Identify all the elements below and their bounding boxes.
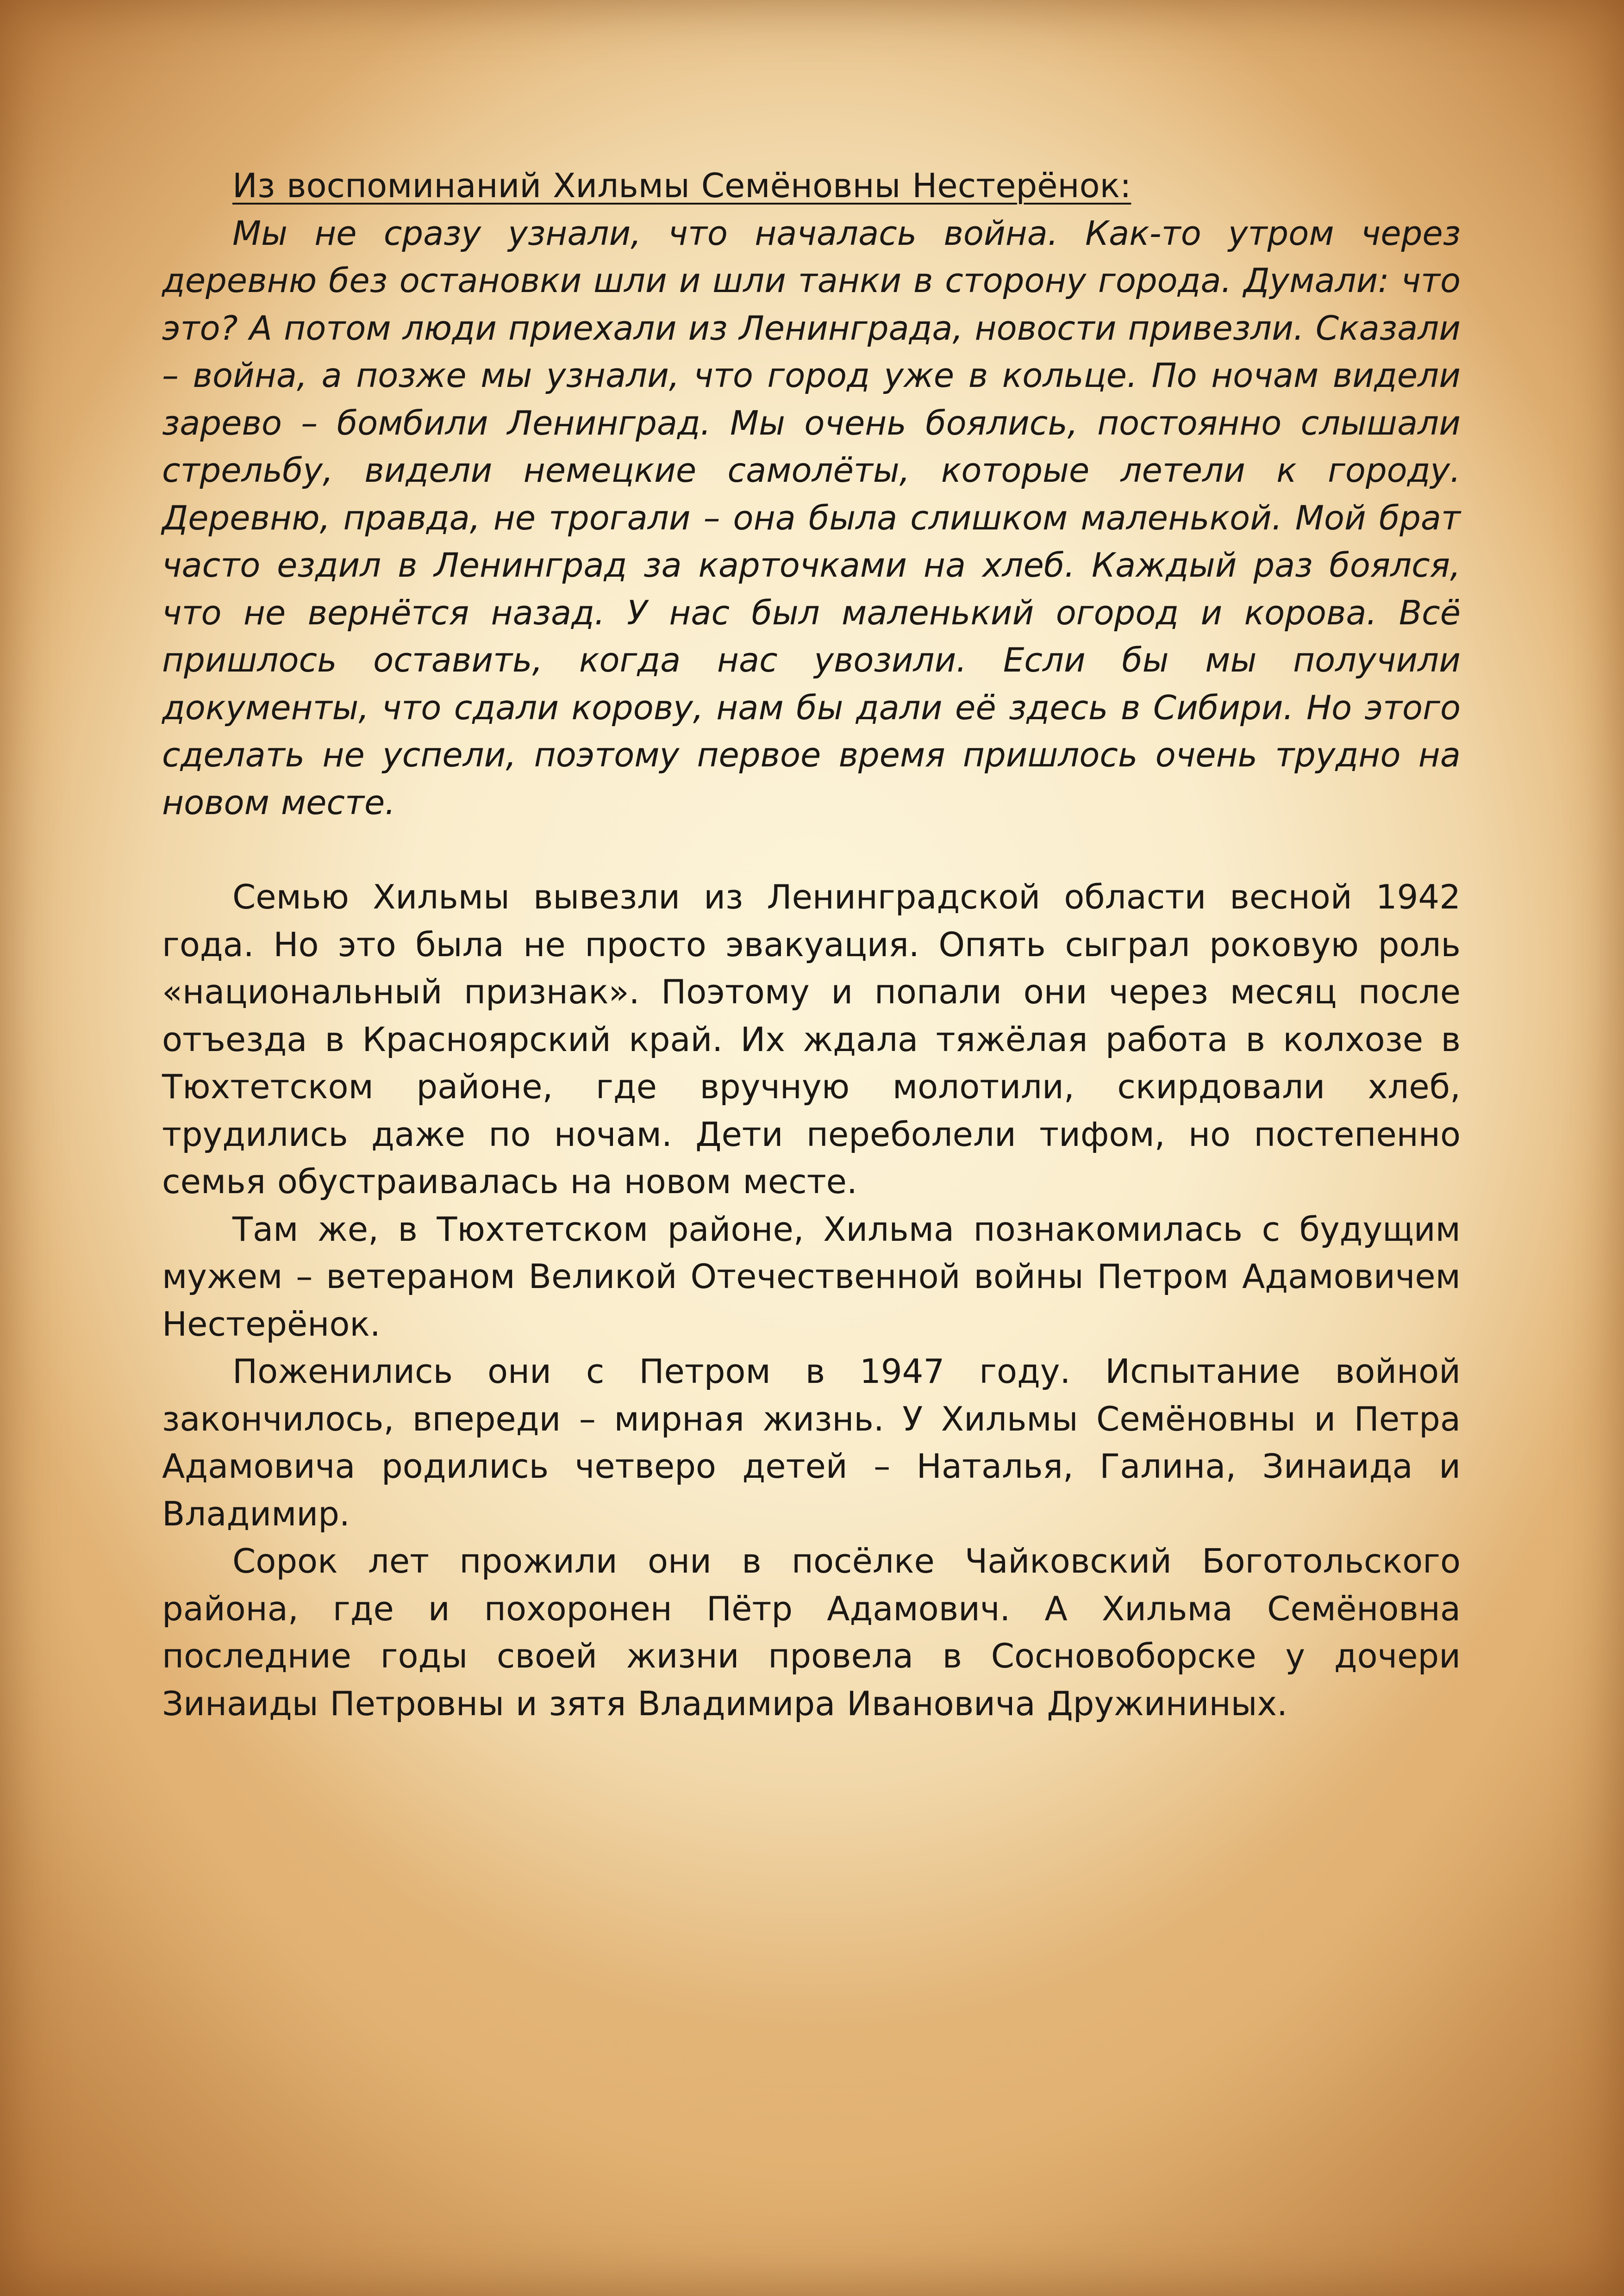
paragraph-gap	[162, 826, 1461, 873]
paragraph-evacuation: Семью Хильмы вывезли из Ленинградской области весной 1942 года. Но это была не просто эвакуация. Опять сыграл роковую роль «национальный признак». Поэтому и попали они через месяц после отъезда в Красноярский край. Их ждала тяжёлая работа в колхозе в Тюхтетском районе, где вручную молотили, скирдовали хлеб, трудились даже по ночам. Дети переболели тифом, но постепенно семья обустраивалась на новом месте.	[162, 877, 1461, 1201]
paragraph-husband: Там же, в Тюхтетском районе, Хильма познакомилась с будущим мужем – ветераном Великой Отечественной войны Петром Адамовичем Нестерёнок.	[162, 1209, 1461, 1344]
memoir-quote: Мы не сразу узнали, что началась война. Как-то утром через деревню без остановки шли и шли танки в сторону города. Думали: что это? А потом люди приехали из Ленинграда, новости привезли. Сказали – война, а позже мы узнали, что город уже в кольце. По ночам видели зарево – бомбили Ленинград. Мы очень боялись, постоянно слышали стрельбу, видели немецкие самолёты, которые летели к городу. Деревню, правда, не трогали – она была слишком маленькой. Мой брат часто ездил в Ленинград за карточками на хлеб. Каждый раз боялся, что не вернётся назад. У нас был маленький огород и корова. Всё пришлось оставить, когда нас увозили. Если бы мы получили документы, что сдали корову, нам бы дали её здесь в Сибири. Но этого сделать не успели, поэтому первое время пришлось очень трудно на новом месте.	[162, 213, 1461, 822]
page-text	[162, 162, 1461, 1727]
paragraph-marriage: Поженились они с Петром в 1947 году. Испытание войной закончилось, впереди – мирная жизнь. У Хильмы Семёновны и Петра Адамовича родились четверо детей – Наталья, Галина, Зинаида и Владимир.	[162, 1352, 1461, 1533]
paragraph-later-years: Сорок лет прожили они в посёлке Чайковский Боготольского района, где и похоронен Пётр Адамович. А Хильма Семёновна последние годы своей жизни провела в Сосновоборске у дочери Зинаиды Петровны и зятя Владимира Ивановича Дружининых.	[162, 1542, 1461, 1723]
memoir-heading: Из воспоминаний Хильмы Семёновны Нестерёнок:	[232, 166, 1131, 205]
